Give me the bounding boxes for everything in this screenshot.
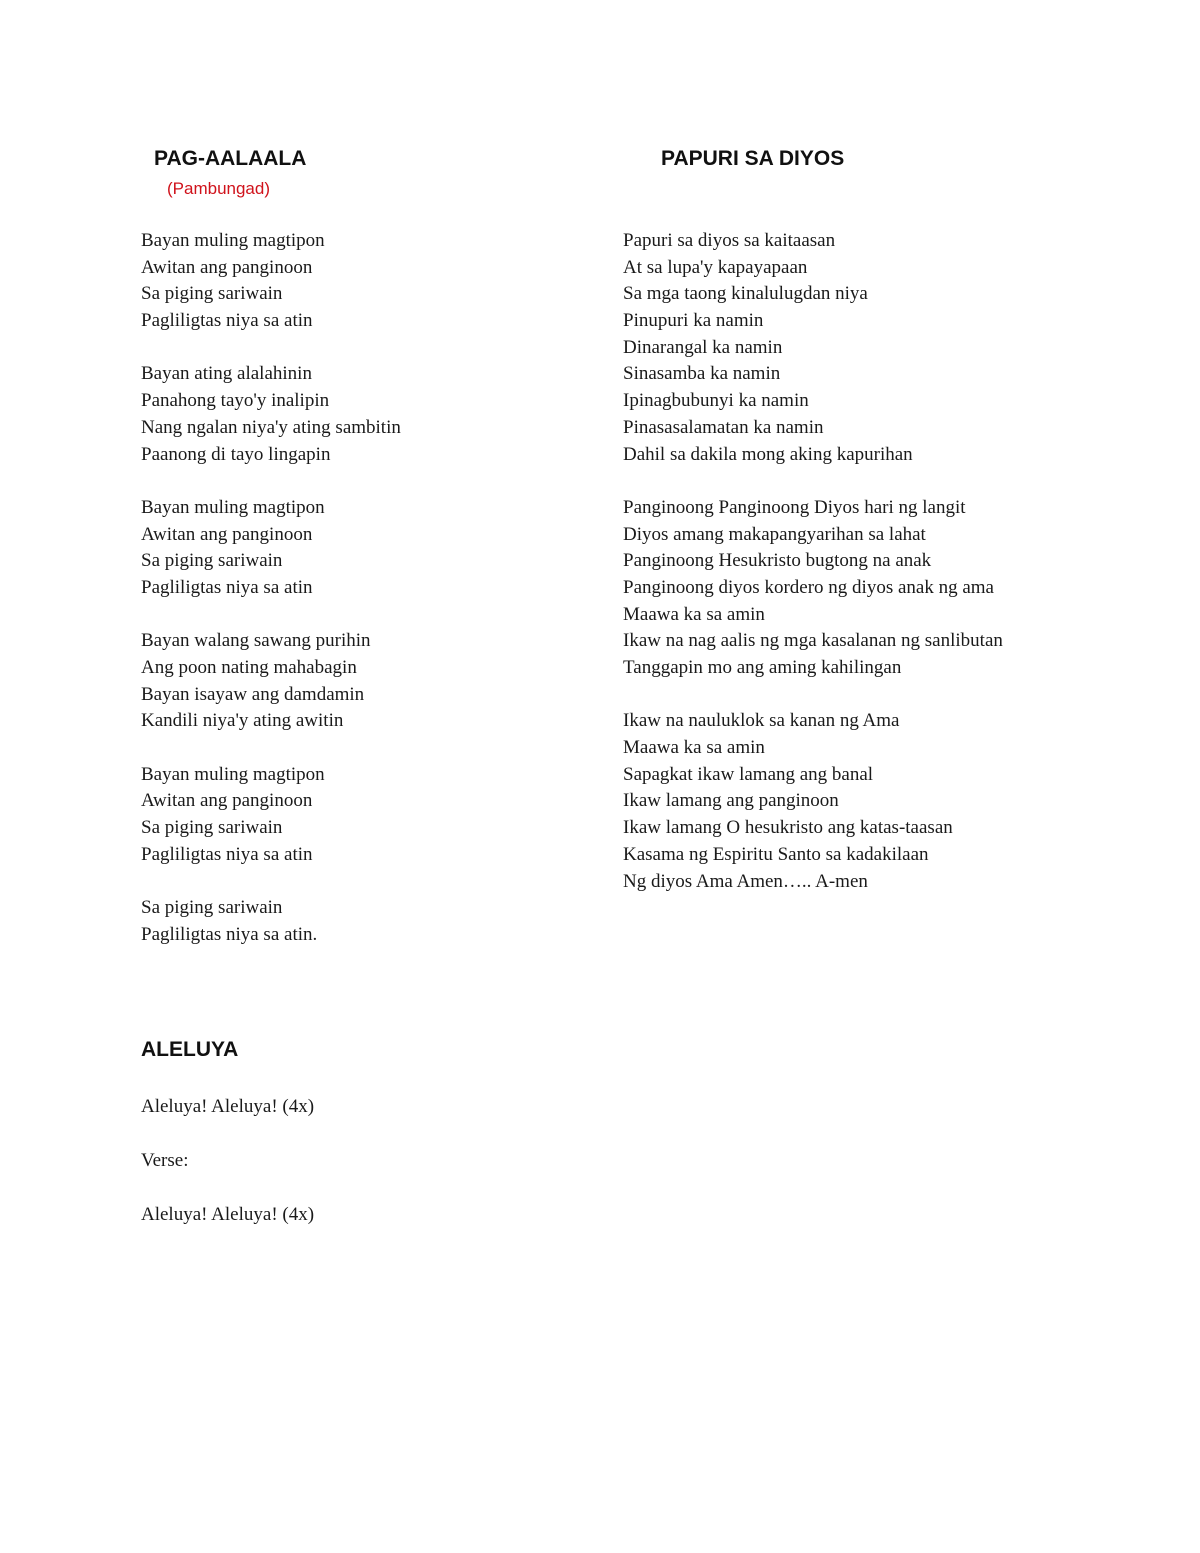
- lyric-line: Kasama ng Espiritu Santo sa kadakilaan: [623, 843, 929, 865]
- stanza: [141, 628, 401, 735]
- stanza: [141, 762, 401, 869]
- lyric-line: Ikaw na nag aalis ng mga kasalanan ng sanlibutan: [623, 630, 1003, 652]
- lyric-line: Awitan ang panginoon: [141, 523, 313, 545]
- stanza: [141, 895, 401, 948]
- lyric-line: Pagliligtas niya sa atin: [141, 310, 313, 332]
- lyric-line: Bayan muling magtipon: [141, 230, 325, 251]
- lyric-line: Panahong tayo'y inalipin: [141, 390, 330, 412]
- lyric-line: Aleluya! Aleluya! (4x): [141, 1096, 315, 1117]
- lyric-line: Paanong di tayo lingapin: [141, 443, 331, 465]
- lyric-line: Nang ngalan niya'y ating sambitin: [141, 416, 401, 438]
- lyric-line: Awitan ang panginoon: [141, 256, 313, 278]
- lyric-line: Sa mga taong kinalulugdan niya: [623, 283, 868, 305]
- lyric-line: Maawa ka sa amin: [623, 603, 765, 625]
- lyric-line: Sinasamba ka namin: [623, 363, 781, 385]
- lyric-line: Sa piging sariwain: [141, 897, 283, 919]
- stanza: [623, 228, 1003, 468]
- lyric-line: Pinupuri ka namin: [623, 310, 764, 332]
- lyric-line: Sapagkat ikaw lamang ang banal: [623, 763, 874, 785]
- lyric-line: Kandili niya'y ating awitin: [141, 710, 344, 732]
- lyric-line: Ipinagbubunyi ka namin: [623, 390, 809, 412]
- lyric-line: Dahil sa dakila mong aking kapurihan: [623, 443, 913, 465]
- lyric-line: Panginoong diyos kordero ng diyos anak ng ama: [623, 576, 994, 598]
- stanza: [623, 495, 1003, 682]
- song-title-pag-aalaala: PAG-AALAALA: [154, 147, 307, 170]
- lyric-line: Bayan muling magtipon: [141, 763, 325, 785]
- aleluya-lyrics: [141, 1093, 314, 1255]
- song-subtitle-pambungad: (Pambungad): [167, 179, 271, 198]
- lyric-line: Bayan ating alalahinin: [141, 363, 312, 385]
- stanza: [141, 228, 401, 335]
- lyric-line: Awitan ang panginoon: [141, 790, 313, 812]
- lyric-line: Pagliligtas niya sa atin: [141, 576, 313, 598]
- lyrics-column-papuri-sa-diyos: [623, 228, 1003, 922]
- lyric-line: Ang poon nating mahabagin: [141, 657, 357, 678]
- lyric-line: Dinarangal ka namin: [623, 336, 783, 358]
- lyric-line: Ikaw na nauluklok sa kanan ng Ama: [623, 710, 900, 732]
- lyric-line: Tanggapin mo ang aming kahilingan: [623, 657, 902, 678]
- lyric-line: Pagliligtas niya sa atin.: [141, 923, 318, 945]
- verse-label: Verse:: [141, 1150, 189, 1171]
- lyric-line: Ikaw lamang O hesukristo ang katas-taasan: [623, 817, 953, 839]
- lyric-line: Ikaw lamang ang panginoon: [623, 790, 839, 812]
- stanza: [141, 495, 401, 602]
- lyric-line: Bayan muling magtipon: [141, 496, 325, 518]
- song-title-papuri-sa-diyos: PAPURI SA DIYOS: [661, 147, 845, 170]
- lyric-line: Pinasasalamatan ka namin: [623, 416, 824, 438]
- lyric-line: Bayan isayaw ang damdamin: [141, 683, 365, 705]
- lyric-line: Aleluya! Aleluya! (4x): [141, 1204, 315, 1225]
- stanza: [623, 708, 1003, 895]
- lyric-line: Ng diyos Ama Amen….. A-men: [623, 870, 868, 892]
- lyric-line: Maawa ka sa amin: [623, 737, 765, 759]
- lyric-line: At sa lupa'y kapayapaan: [623, 256, 808, 278]
- lyric-line: Diyos amang makapangyarihan sa lahat: [623, 523, 926, 545]
- lyric-line: Pagliligtas niya sa atin: [141, 843, 313, 865]
- lyric-line: Sa piging sariwain: [141, 817, 283, 839]
- lyric-line: Sa piging sariwain: [141, 283, 283, 305]
- lyric-line: Panginoong Hesukristo bugtong na anak: [623, 550, 932, 572]
- lyric-line: Papuri sa diyos sa kaitaasan: [623, 230, 836, 251]
- lyric-line: Bayan walang sawang purihin: [141, 630, 371, 652]
- lyric-line: Panginoong Panginoong Diyos hari ng langit: [623, 496, 966, 518]
- lyrics-column-pag-aalaala: [141, 228, 401, 975]
- song-title-aleluya: ALELUYA: [141, 1038, 239, 1061]
- lyric-line: Sa piging sariwain: [141, 550, 283, 572]
- stanza: [141, 361, 401, 468]
